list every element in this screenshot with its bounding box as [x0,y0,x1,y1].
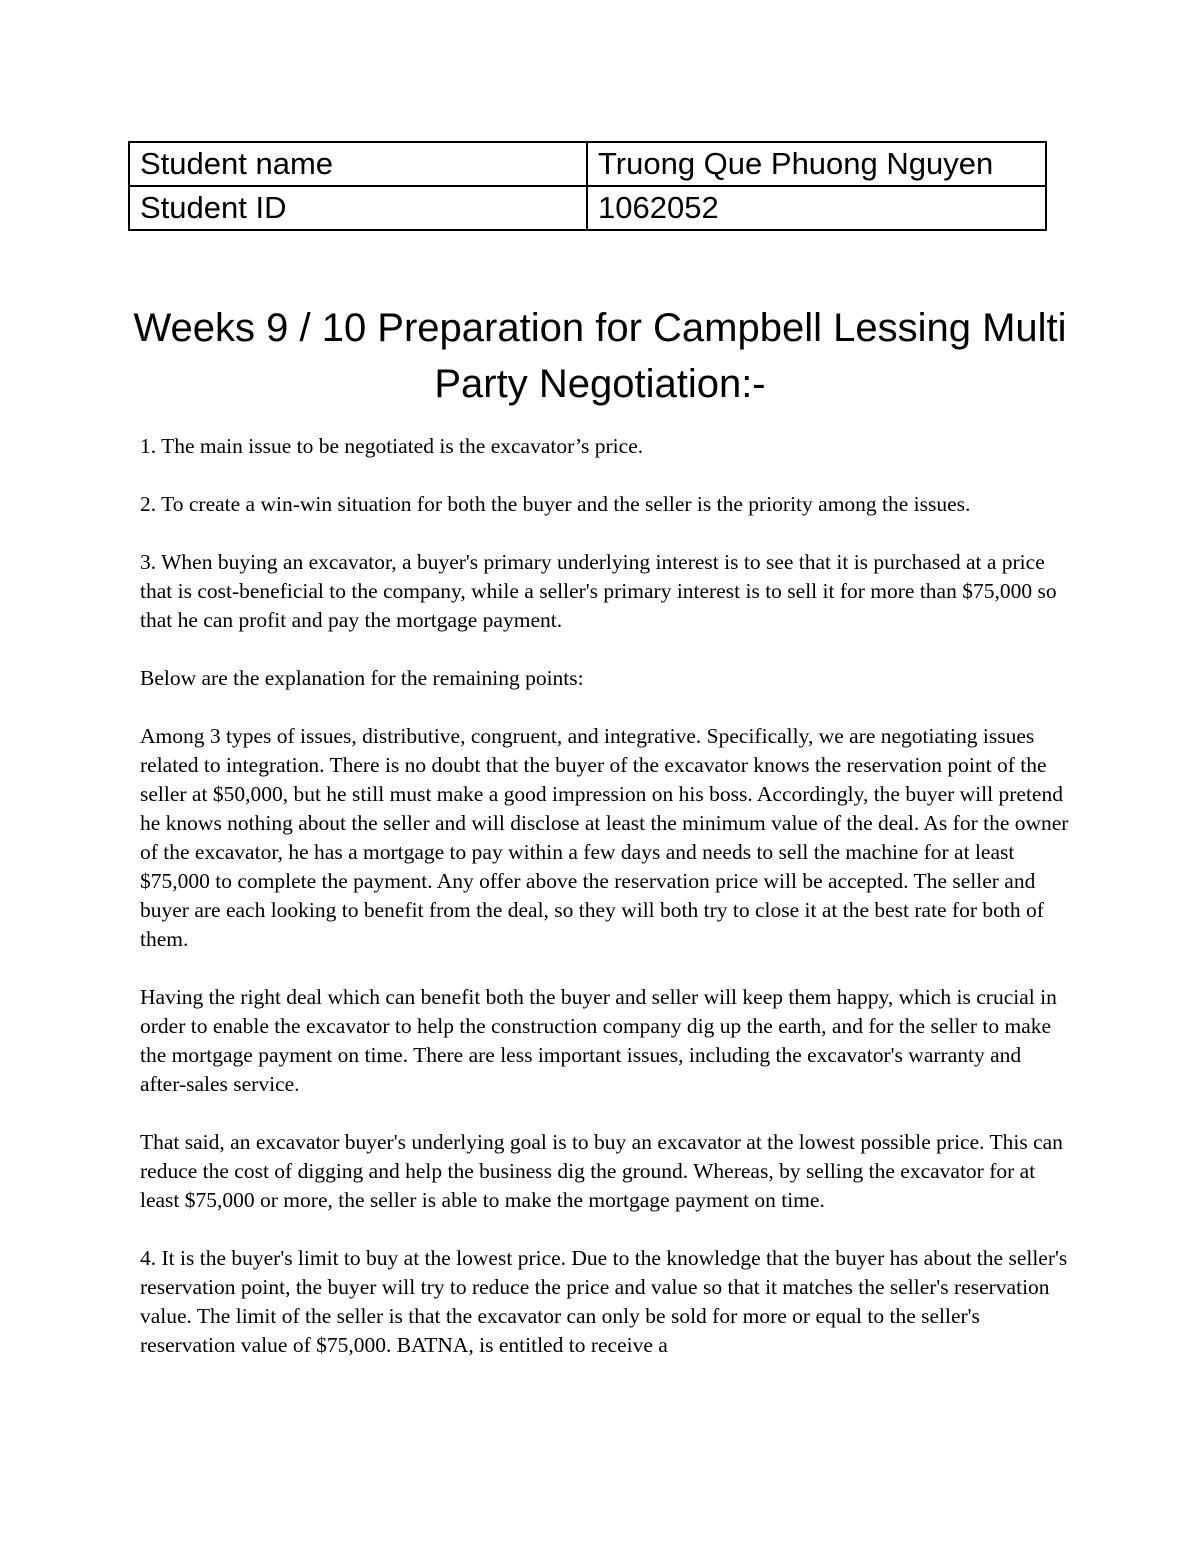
student-name-label: Student name [129,142,587,186]
student-id-row [129,186,1046,230]
paragraph-main-issue: 1. The main issue to be negotiated is the excavator’s price. [140,434,644,458]
document-title: Weeks 9 / 10 Preparation for Campbell Lessing Multi Party Negotiation:- [133,306,1067,406]
paragraph-underlying-goal: That said, an excavator buyer's underlying goal is to buy an excavator at the lowest possible price. This can reduce the cost of digging and help the business dig the ground. Whereas, by selling the excavator for at least $75,000 or more, the seller is able to make the mortgage payment on time. [140,1130,1063,1212]
document-body [140,432,1070,1389]
student-name-value: Truong Que Phuong Nguyen [587,142,1046,186]
student-name-row [129,142,1046,186]
paragraph-priority: 2. To create a win-win situation for both the buyer and the seller is the priority among the issues. [140,492,971,516]
student-id-value: 1062052 [587,186,1046,230]
paragraph-limits: 4. It is the buyer's limit to buy at the lowest price. Due to the knowledge that the buyer has about the seller's reservation point, the buyer will try to reduce the price and value so that it matches the seller's reservation value. The limit of the seller is that the excavator can only be sold for more or equal to the seller's reservation value of $75,000. BATNA, is entitled to receive a [140,1246,1068,1357]
paragraph-explanation-intro: Below are the explanation for the remaining points: [140,666,584,690]
paragraph-interests: 3. When buying an excavator, a buyer's primary underlying interest is to see that it is purchased at a price that is cost-beneficial to the company, while a seller's primary interest is to sell it for more than $75,000 so that he can profit and pay the mortgage payment. [140,550,1057,632]
paragraph-right-deal: Having the right deal which can benefit both the buyer and seller will keep them happy, which is crucial in order to enable the excavator to help the construction company dig up the earth, and for the seller to make the mortgage payment on time. There are less important issues, including the excavator's warranty and after-sales service. [140,985,1057,1096]
paragraph-issue-types: Among 3 types of issues, distributive, congruent, and integrative. Specifically, we are negotiating issues related to integration. There is no doubt that the buyer of the excavator knows the reservation point of the seller at $50,000, but he still must make a good impression on his boss. Accordingly, the buyer will pretend he knows nothing about the seller and will disclose at least the minimum value of the deal. As for the owner of the excavator, he has a mortgage to pay within a few days and needs to sell the machine for at least $75,000 to complete the payment. Any offer above the reservation price will be accepted. The seller and buyer are each looking to benefit from the deal, so they will both try to close it at the best rate for both of them. [140,724,1069,951]
student-info-table [128,141,1047,231]
student-id-label: Student ID [129,186,587,230]
